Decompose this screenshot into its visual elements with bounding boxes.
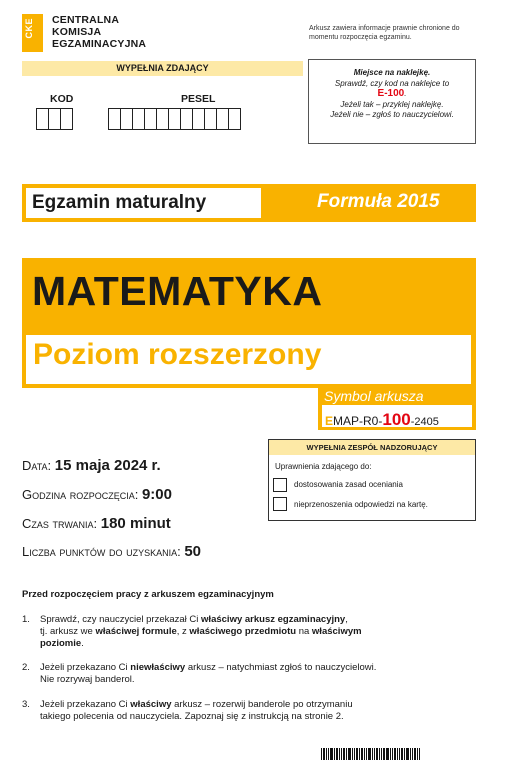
text: takiego polecenia od nauczyciela. Zapoznaj się z instrukcją na stronie 2. [40,711,344,722]
sticker-code: E-100 [377,88,405,99]
text-bold: właściwy [130,699,172,710]
barcode-bar [406,748,409,760]
exam-type-label: Egzamin maturalny [32,192,207,213]
barcode-bar [401,748,403,760]
exam-start-time [22,486,172,503]
logo-line-2: KOMISJA [52,26,102,38]
barcode-bar [381,748,382,760]
text-bold: niewłaściwy [130,662,186,673]
logo-line-1: CENTRALNA [52,14,120,26]
text: Jeżeli przekazano Ci [40,699,131,710]
instruction-item [22,614,477,650]
pesel-digit-box[interactable] [228,108,241,130]
barcode-bar [354,748,355,760]
barcode-bar [339,748,340,760]
barcode-bar [352,748,353,760]
text: Sprawdź, czy nauczyciel przekazał Ci [40,614,202,625]
instructions-heading: Przed rozpoczęciem pracy z arkuszem egzaminacyjnym [22,589,274,600]
cke-logo-text [52,14,146,50]
barcode-bar [341,748,342,760]
barcode-bar [410,748,411,760]
barcode [321,748,471,760]
barcode-bar [326,748,327,760]
text: , z [176,626,190,637]
exam-date [22,457,161,474]
kod-label: KOD [50,93,74,105]
subject-title: MATEMATYKA [32,268,323,314]
text-bold: właściwym [311,626,362,637]
barcode-bar [323,748,325,760]
symbol-code-num: 100 [382,410,411,429]
confidentiality-notice: Arkusz zawiera informacje prawnie chronione do momentu rozpoczęcia egzaminu. [309,25,460,41]
student-section-header: WYPEŁNIA ZDAJĄCY [22,61,303,76]
text: arkusz – natychmiast zgłoś to nauczycielowi. [185,662,377,673]
exam-points-label: Liczba punktów do uzyskania: [22,544,181,559]
barcode-bar [366,748,367,760]
no-transfer-label: nieprzenoszenia odpowiedzi na kartę. [294,500,428,509]
barcode-bar [372,748,373,760]
exam-date-label: Data: [22,458,52,473]
text: Jeżeli przekazano Ci [40,662,131,673]
barcode-bar [330,748,333,760]
barcode-bar [394,748,396,760]
sticker-line-2: Jeżeli tak – przyklej naklejkę. [340,99,444,109]
text: tj. arkusz we [40,626,96,637]
text: , [345,614,348,625]
adjust-grading-label: dostosowania zasad oceniania [294,480,403,489]
instruction-number: 3. [22,699,30,710]
barcode-bar [368,748,371,760]
symbol-code-suffix: -2405 [410,416,439,428]
symbol-label: Symbol arkusza [324,388,424,404]
exam-points-value: 50 [184,543,202,560]
text: . [81,638,84,649]
text-bold: poziomie [40,638,82,649]
logo-line-3: EGZAMINACYJNA [52,38,147,50]
subject-level: Poziom rozszerzony [33,338,322,371]
symbol-code-e: E [325,414,334,428]
instruction-number: 2. [22,662,30,673]
instruction-item [22,699,477,723]
sticker-line-1: Sprawdź, czy kod na naklejce to [334,78,450,88]
text-bold: właściwego przedmiotu [189,626,297,637]
instruction-number: 1. [22,614,30,625]
cke-logo-mark [22,14,43,52]
barcode-bar [404,748,405,760]
sticker-line-3: Jeżeli nie – zgłoś to nauczycielowi. [330,110,454,119]
barcode-bar [414,748,416,760]
exam-duration-value: 180 minut [100,515,171,532]
barcode-bar [356,748,358,760]
barcode-bar [336,748,338,760]
instruction-item [22,662,477,686]
supervisor-header: WYPEŁNIA ZESPÓŁ NADZORUJĄCY [269,440,475,455]
barcode-bar [419,748,420,760]
symbol-code [325,410,439,430]
kod-digit-box[interactable] [60,108,73,130]
sticker-placeholder [308,59,476,144]
barcode-bar [328,748,329,760]
pesel-input-boxes[interactable] [108,108,240,130]
exam-points [22,543,201,560]
barcode-bar [343,748,345,760]
barcode-bar [392,748,393,760]
barcode-bar [348,748,351,760]
sticker-title: Miejsce na naklejkę. [353,68,431,77]
sticker-code-suffix: . [404,89,407,98]
exam-start-time-label: Godzina rozpoczęcia: [22,487,139,502]
supervisor-subheader: Uprawnienia zdającego do: [275,462,372,471]
barcode-bar [390,748,391,760]
barcode-bar [379,748,380,760]
barcode-bar [361,748,363,760]
barcode-bar [346,748,347,760]
pesel-label: PESEL [181,93,216,105]
barcode-bar [399,748,400,760]
text: na [296,626,312,637]
symbol-code-prefix: MAP-R0- [333,414,383,428]
barcode-bar [417,748,418,760]
barcode-bar [412,748,413,760]
barcode-bar [383,748,385,760]
barcode-bar [386,748,389,760]
text: Nie rozrywaj banderol. [40,674,135,685]
text: arkusz – rozerwij banderole po otrzymaniu [171,699,353,710]
exam-start-time-value: 9:00 [141,486,172,503]
barcode-bar [397,748,398,760]
exam-duration [22,515,171,532]
cke-logo-letters: CKE [24,18,34,39]
exam-formula: Formuła 2015 [317,191,440,212]
barcode-bar [334,748,335,760]
text-bold: właściwy arkusz egzaminacyjny [201,614,346,625]
text-bold: właściwej formule [95,626,177,637]
exam-date-value: 15 maja 2024 r. [54,457,161,474]
barcode-bar [321,748,322,760]
no-transfer-checkbox[interactable] [273,497,287,511]
barcode-bar [359,748,360,760]
barcode-bar [374,748,375,760]
exam-duration-label: Czas trwania: [22,516,98,531]
barcode-bar [364,748,365,760]
adjust-grading-checkbox[interactable] [273,478,287,492]
kod-input-boxes[interactable] [36,108,72,130]
barcode-bar [376,748,378,760]
